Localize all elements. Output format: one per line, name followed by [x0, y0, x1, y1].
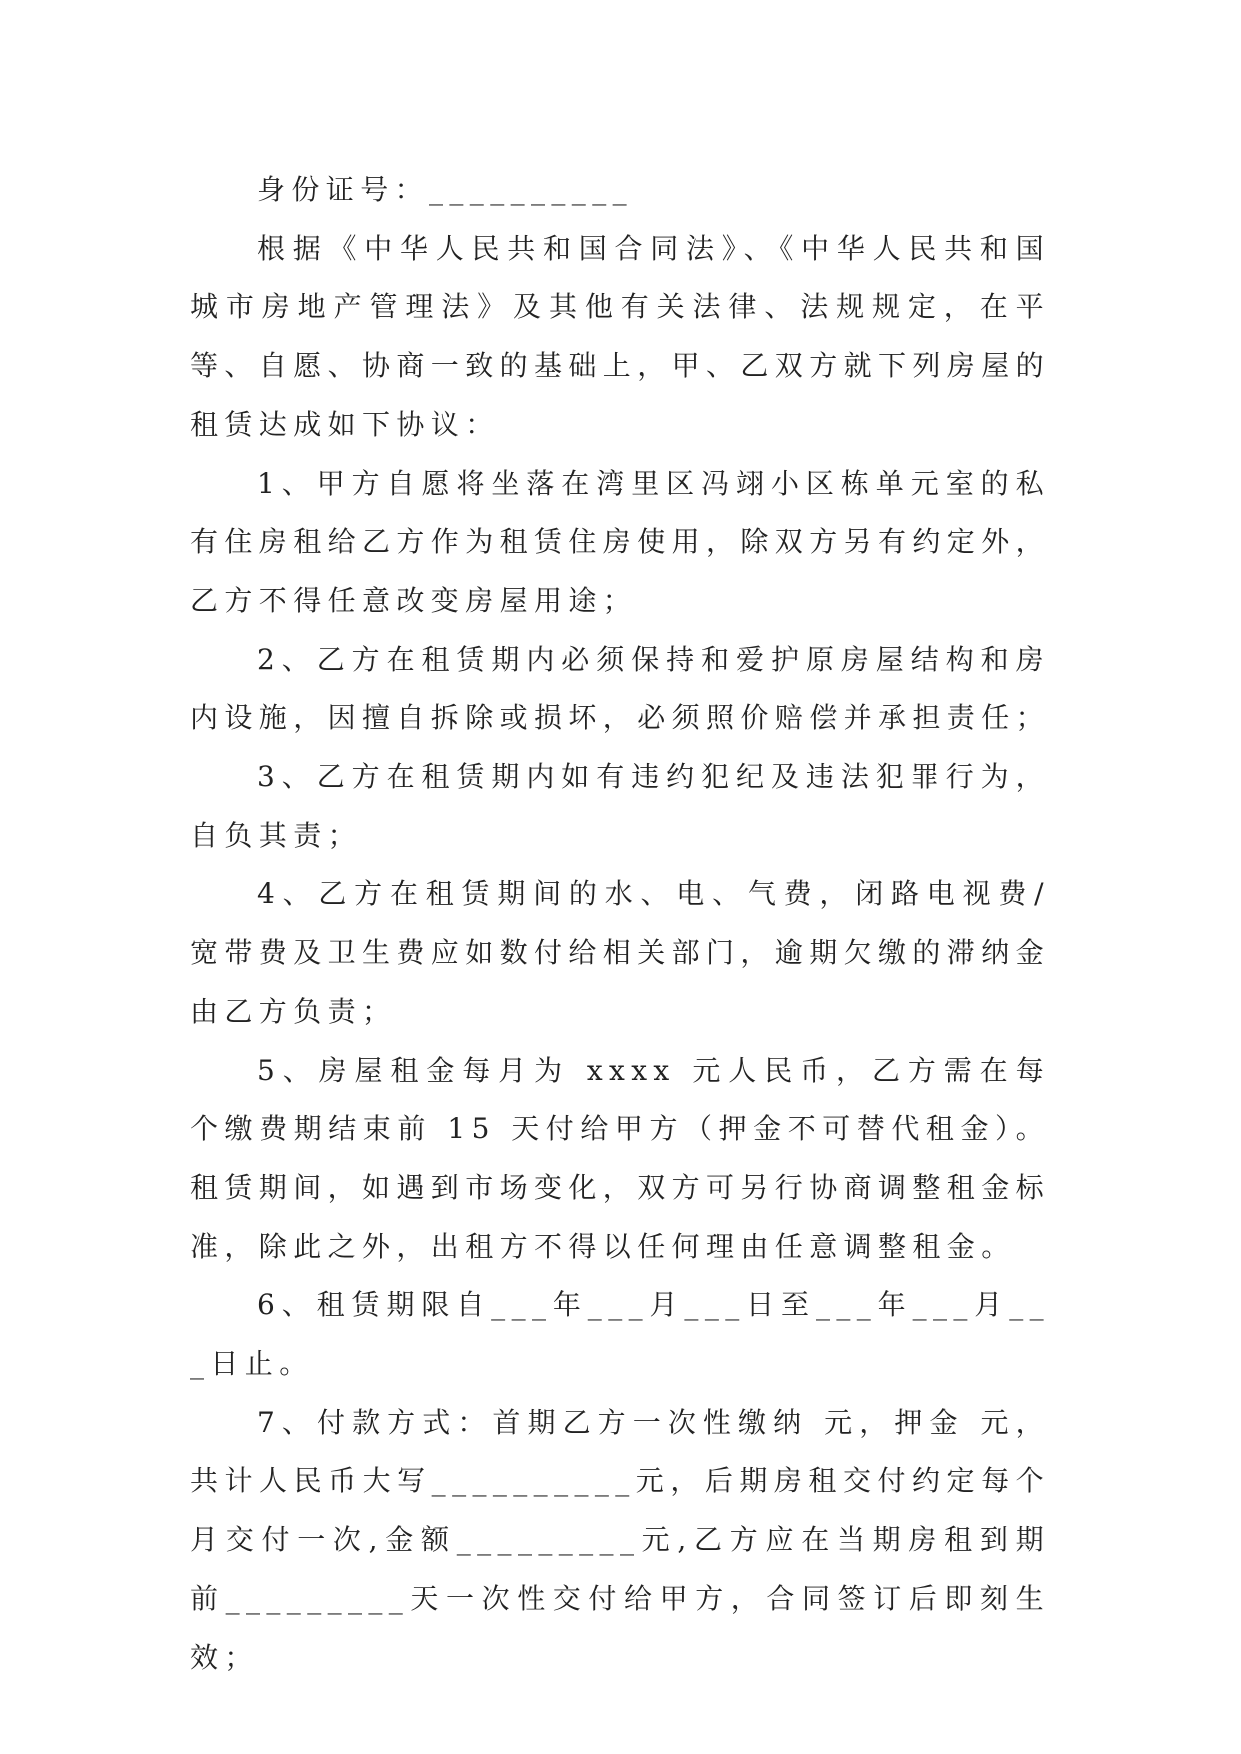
document-body: [190, 161, 1050, 1687]
legal-basis-paragraph: 根据《中华人民共和国合同法》、《中华人民共和国城市房地产管理法》及其他有关法律、法规规定，在平等、自愿、协商一致的基础上，甲、乙双方就下列房屋的租赁达成如下协议：: [190, 231, 1051, 441]
clause-5: 5、房屋租金每月为 xxxx 元人民币，乙方需在每个缴费期结束前 15 天付给甲方（押金不可替代租金）。租赁期间，如遇到市场变化，双方可另行协商调整租金标准，除此之外，出租方不得以任何理由任意调整租金。: [190, 1053, 1051, 1263]
clause-6: 6、租赁期限自___年___月___日至___年___月___日止。: [190, 1288, 1050, 1381]
id-number-line: 身份证号：__________: [257, 173, 634, 206]
clause-4: 4、乙方在租赁期间的水、电、气费，闭路电视费/宽带费及卫生费应如数付给相关部门，逾期欠缴的滞纳金由乙方负责；: [190, 877, 1051, 1028]
clause-1: 1、甲方自愿将坐落在湾里区冯翊小区栋单元室的私有住房租给乙方作为租赁住房使用，除双方另有约定外，乙方不得任意改变房屋用途；: [190, 466, 1051, 617]
clause-3: 3、乙方在租赁期内如有违约犯纪及违法犯罪行为，自负其责；: [190, 760, 1050, 852]
clause-2: 2、乙方在租赁期内必须保持和爱护原房屋结构和房内设施，因擅自拆除或损坏，必须照价赔偿并承担责任；: [190, 642, 1051, 735]
clause-7: 7、付款方式：首期乙方一次性缴纳 元，押金 元，共计人民币大写__________元，后期房租交付约定每个月交付一次,金额_________元,乙方应在当期房租到期前_________天一次性交付给甲方，合同签订后即刻生效；: [190, 1405, 1050, 1674]
